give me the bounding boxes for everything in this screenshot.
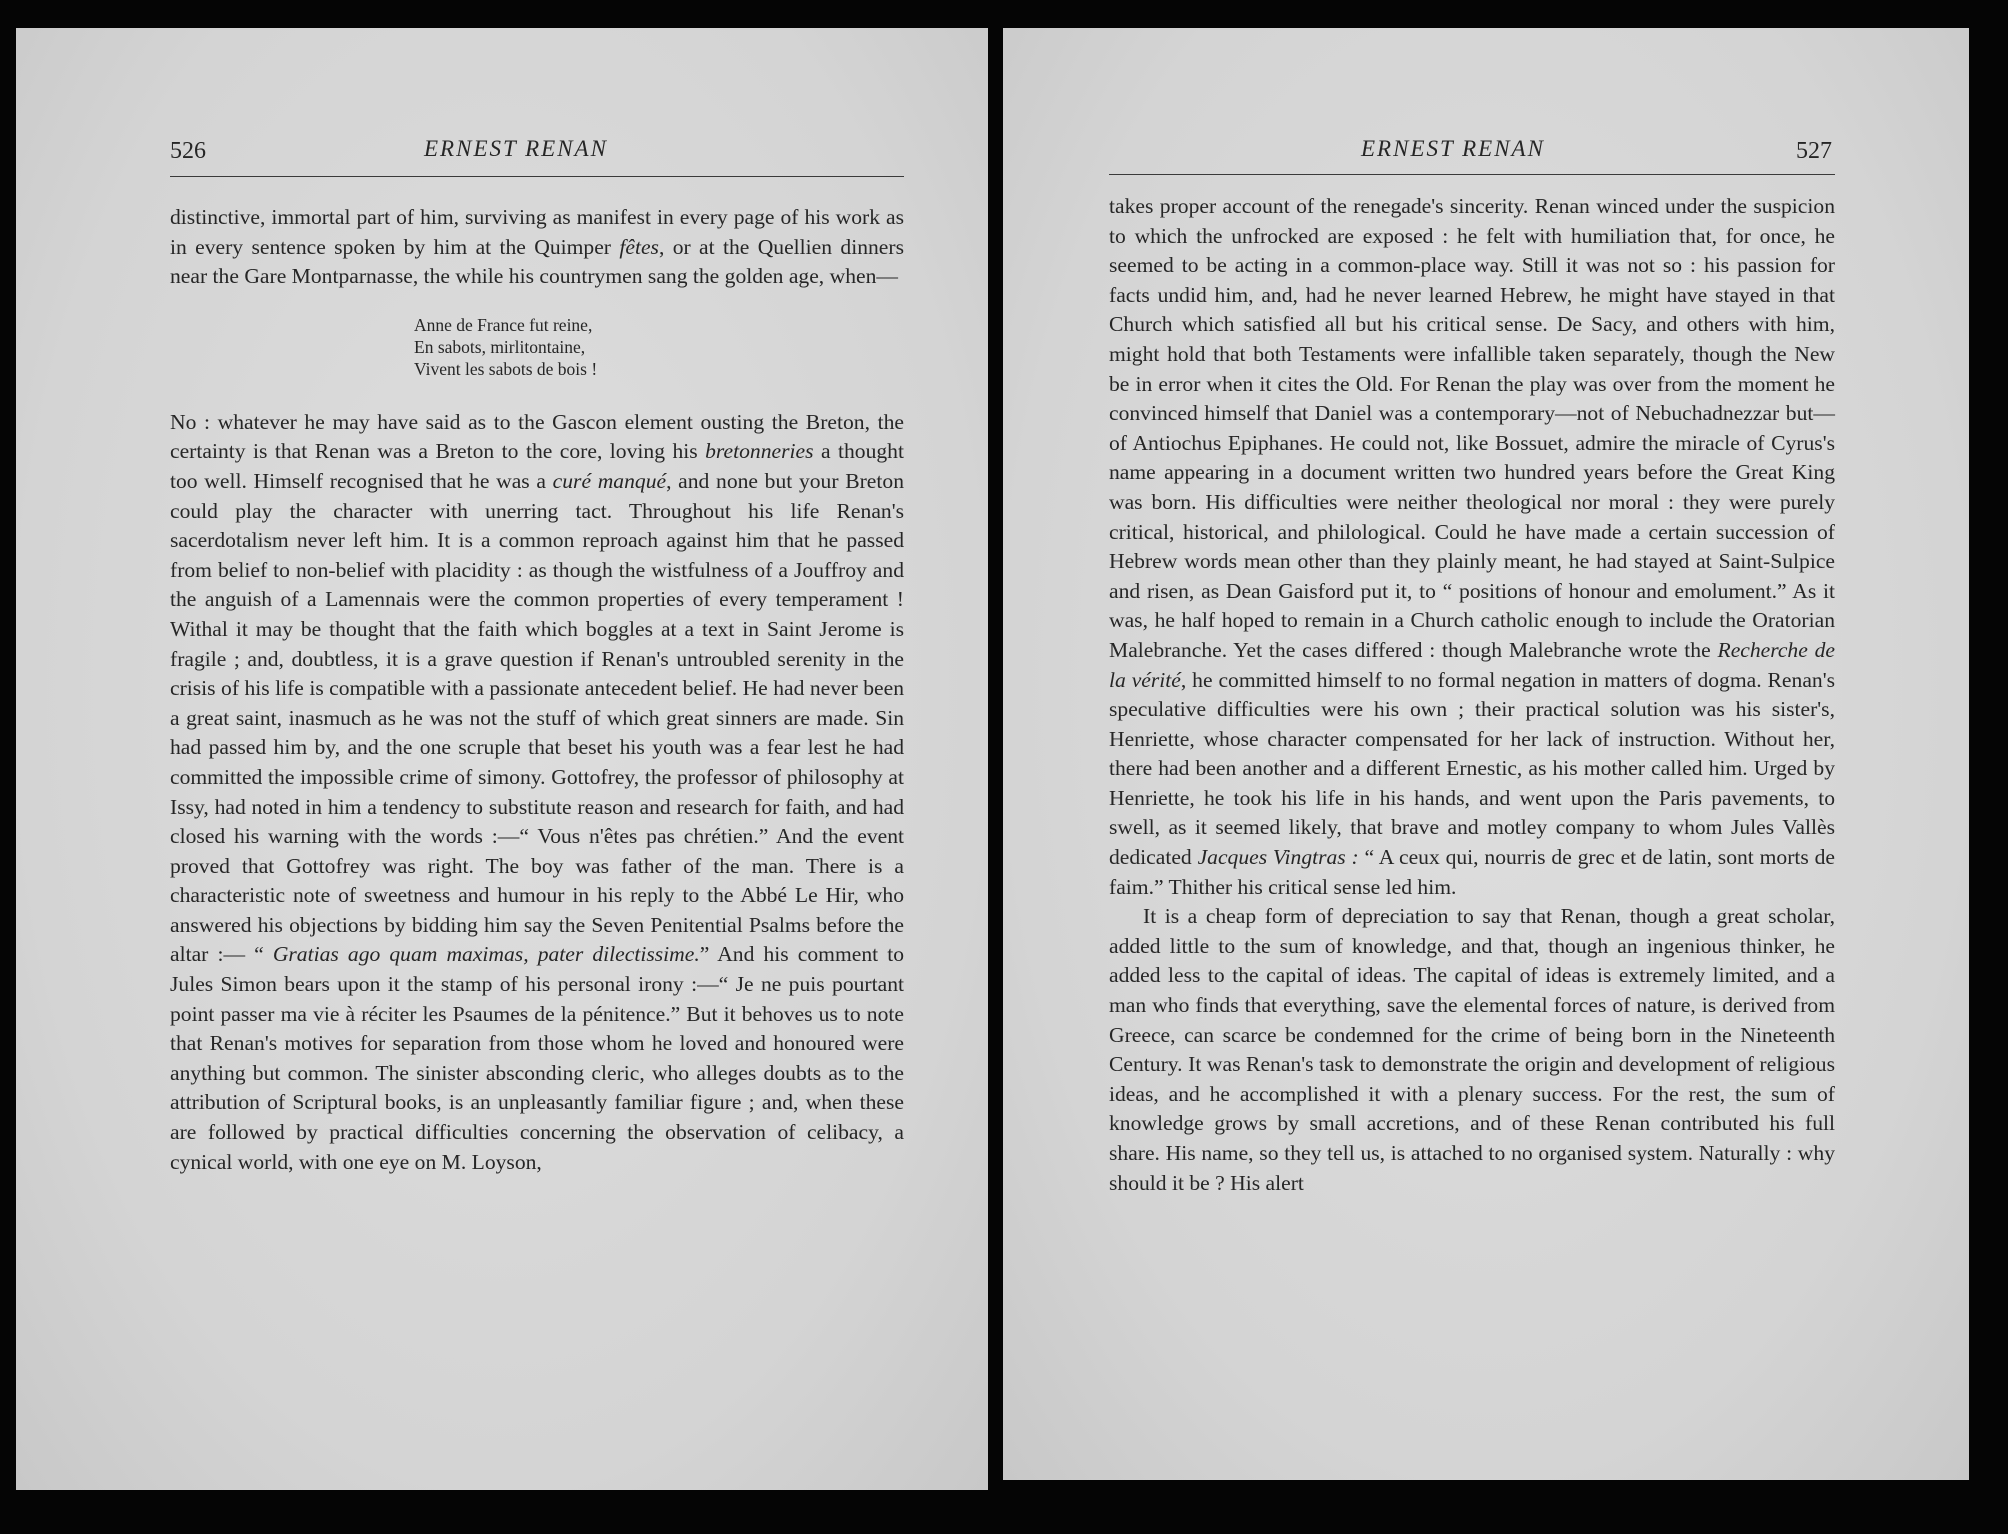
paragraph: distinctive, immortal part of him, surviving as manifest in every page of his work as in every sentence spoken by him at the Quimper fêtes, or at the Quellien dinners near the Gare Montparnasse, the while his countrymen sang the golden age, when— [170, 205, 904, 289]
right-body-text [1109, 192, 1835, 1198]
italic-text: curé manqué [552, 468, 667, 493]
italic-text: Jacques Vingtras : [1197, 845, 1359, 870]
page-number: 526 [170, 138, 206, 164]
italic-text: Gratias ago quam maximas, pater dilectissime. [272, 942, 700, 967]
verse-line: En sabots, mirlitontaine, [414, 336, 586, 357]
italic-text: fêtes [619, 234, 659, 259]
running-title: ERNEST RENAN [424, 136, 608, 161]
header-rule [1109, 174, 1835, 175]
running-title: ERNEST RENAN [1361, 136, 1545, 161]
header-rule [170, 176, 904, 177]
italic-text: bretonneries [705, 439, 814, 464]
right-page [1003, 28, 1969, 1480]
page-number: 527 [1796, 138, 1832, 164]
verse-line: Anne de France fut reine, [414, 314, 593, 335]
paragraph: It is a cheap form of depreciation to say that Renan, though a great scholar, added little to the sum of knowledge, and that, though an ingenious thinker, he added less to the capital of ideas. The capital of ideas is extremely limited, and a man who finds that everything, save the elemental forces of nature, is derived from Greece, can scarce be condemned for the crime of being born in the Nineteenth Century. It was Renan's task to demonstrate the origin and development of religious ideas, and he accomplished it with a plenary success. For the rest, the sum of knowledge grows by small accretions, and of these Renan contributed his full share. His name, so they tell us, is attached to no organised system. Naturally : why should it be ? His alert [1109, 904, 1835, 1195]
left-page [16, 28, 988, 1490]
verse-quotation [414, 314, 904, 380]
paragraph: No : whatever he may have said as to the Gascon element ousting the Breton, the certainty is that Renan was a Breton to the core, loving his bretonneries a thought too well. Himself recognised that he was a curé manqué, and none but your Breton could play the character with unerring tact. Throughout his life Renan's sacerdotalism never left him. It is a common reproach against him that he passed from belief to non-belief with placidity : as though the wistfulness of a Jouffroy and the anguish of a Lamennais were the common properties of every temperament ! Withal it may be thought that the faith which boggles at a text in Saint Jerome is fragile ; and, doubtless, it is a grave question if Renan's untroubled serenity in the crisis of his life is compatible with a passionate antecedent belief. He had never been a great saint, inasmuch as he was not the stuff of which great sinners are made. Sin had passed him by, and the one scruple that beset his youth was a fear lest he had committed the impossible crime of simony. Gottofrey, the professor of philosophy at Issy, had noted in him a tendency to substitute reason and research for faith, and had closed his warning with the words :—“ Vous n'êtes pas chrétien.” And the event proved that Gottofrey was right. The boy was father of the man. There is a characteristic note of sweetness and humour in his reply to the Abbé Le Hir, who answered his objections by bidding him say the Seven Penitential Psalms before the altar :— “ Gratias ago quam maximas, pater dilectissime.” And his comment to Jules Simon bears upon it the stamp of his personal irony :—“ Je ne puis pourtant point passer ma vie à réciter les Psaumes de la pénitence.” But it behoves us to note that Renan's motives for separation from those whom he loved and honoured were anything but common. The sinister absconding cleric, who alleges doubts as to the attribution of Scriptural books, is an unpleasantly familiar figure ; and, when these are followed by practical difficulties concerning the observation of celibacy, a cynical world, with one eye on M. Loyson, [170, 409, 904, 1174]
left-body-text [170, 203, 904, 1177]
paragraph: takes proper account of the renegade's sincerity. Renan winced under the suspicion to which the unfrocked are exposed : he felt with humiliation that, for once, he seemed to be acting in a common-place way. Still it was not so : his passion for facts undid him, and, had he never learned Hebrew, he might have stayed in that Church which satisfied all but his critical sense. De Sacy, and others with him, might hold that both Testaments were infallible taken separately, though the New be in error when it cites the Old. For Renan the play was over from the moment he convinced himself that Daniel was a contemporary—not of Nebuchadnezzar but—of Antiochus Epiphanes. He could not, like Bossuet, admire the miracle of Cyrus's name appearing in a document written two hundred years before the Great King was born. His difficulties were neither theological nor moral : they were purely critical, historical, and philological. Could he have made a certain succession of Hebrew words mean other than they plainly meant, he had stayed at Saint-Sulpice and risen, as Dean Gaisford put it, to “ positions of honour and emolument.” As it was, he half hoped to remain in a Church catholic enough to include the Oratorian Malebranche. Yet the cases differed : though Malebranche wrote the Recherche de la vérité, he committed himself to no formal negation in matters of dogma. Renan's speculative difficulties were his own ; their practical solution was his sister's, Henriette, whose character compensated for her lack of instruction. Without her, there had been another and a different Ernestic, as his mother called him. Urged by Henriette, he took his life in his hands, and went upon the Paris pavements, to swell, as it seemed likely, that brave and motley company to whom Jules Vallès dedicated Jacques Vingtras : “ A ceux qui, nourris de grec et de latin, sont morts de faim.” Thither his critical sense led him. [1109, 194, 1835, 899]
italic-text: Recherche de la vérité [1109, 637, 1835, 692]
verse-line: Vivent les sabots de bois ! [414, 358, 598, 379]
